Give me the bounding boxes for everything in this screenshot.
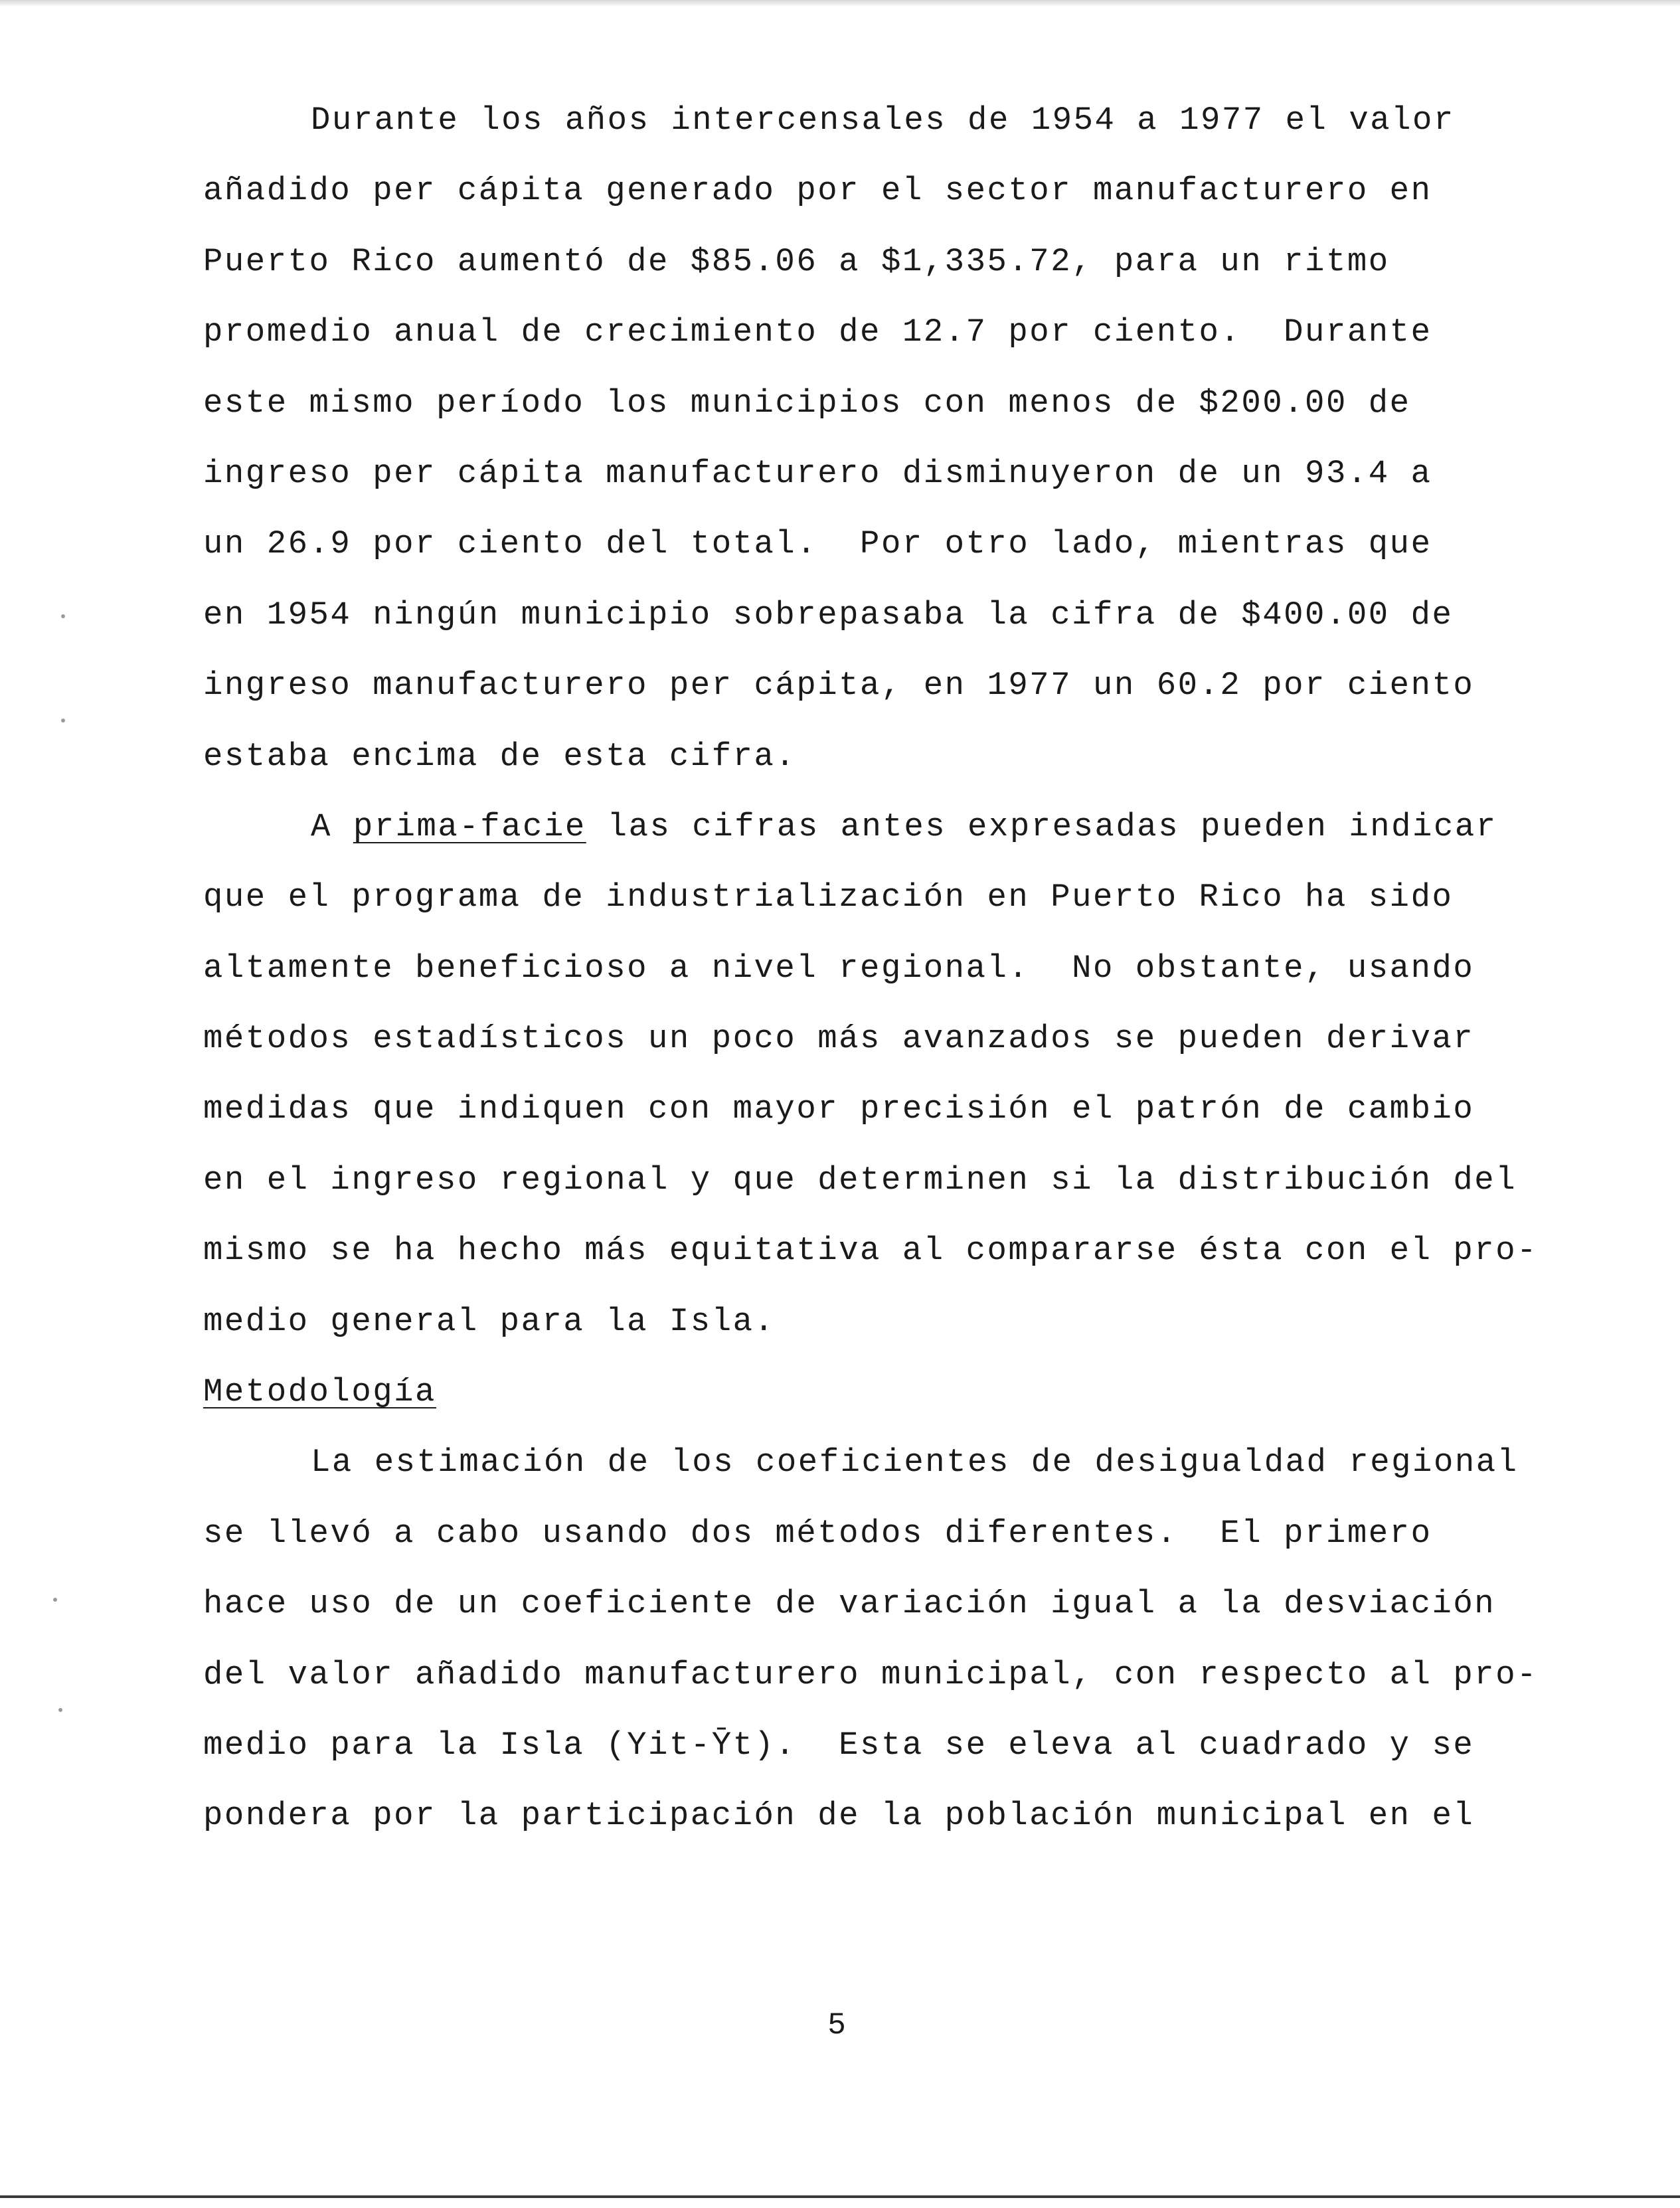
text-line: añadido per cápita generado por el sector manufacturero en <box>203 172 1432 210</box>
document-body <box>203 85 1558 1851</box>
page-number: 5 <box>827 2008 846 2043</box>
text-line: en el ingreso regional y que determinen si la distribución del <box>203 1161 1517 1199</box>
scan-mark <box>61 719 65 722</box>
text-line: métodos estadísticos un poco más avanzados se pueden derivar <box>203 1020 1475 1058</box>
text-line: medio para la Isla (Yit-Ȳt). Esta se eleva al cuadrado y se <box>203 1726 1475 1764</box>
text-line: La estimación de los coeficientes de desigualdad regional <box>311 1444 1519 1482</box>
text-line: promedio anual de crecimiento de 12.7 por ciento. Durante <box>203 313 1432 351</box>
text-line: A prima-facie las cifras antes expresadas pueden indicar <box>311 807 1497 845</box>
text-line: Durante los años intercensales de 1954 a 1977 el valor <box>311 102 1455 139</box>
text-line: altamente beneficioso a nivel regional. No obstante, usando <box>203 949 1475 987</box>
scan-bottom-edge <box>0 2195 1680 2198</box>
scan-mark <box>58 1708 62 1712</box>
text-line: un 26.9 por ciento del total. Por otro lado, mientras que <box>203 525 1432 563</box>
text-line: hace uso de un coeficiente de variación igual a la desviación <box>203 1585 1496 1623</box>
text-line: medio general para la Isla. <box>203 1302 776 1340</box>
scan-mark <box>61 614 65 618</box>
underlined-phrase: prima-facie <box>353 807 586 845</box>
text-line: mismo se ha hecho más equitativa al compararse ésta con el pro- <box>203 1232 1539 1270</box>
scan-top-edge <box>0 0 1680 7</box>
scan-mark <box>53 1598 57 1602</box>
underlined-phrase: Metodología <box>203 1373 436 1411</box>
text-line: pondera por la participación de la población municipal en el <box>203 1797 1475 1835</box>
text-line: ingreso per cápita manufacturero disminuyeron de un 93.4 a <box>203 454 1432 492</box>
text-line: Puerto Rico aumentó de $85.06 a $1,335.72, para un ritmo <box>203 242 1390 280</box>
text-line: medidas que indiquen con mayor precisión el patrón de cambio <box>203 1090 1475 1128</box>
text-line: que el programa de industrialización en Puerto Rico ha sido <box>203 879 1454 916</box>
text-line: ingreso manufacturero per cápita, en 1977 un 60.2 por ciento <box>203 667 1475 705</box>
text-line: estaba encima de esta cifra. <box>203 737 797 775</box>
text-line: este mismo período los municipios con menos de $200.00 de <box>203 384 1411 422</box>
text-line: del valor añadido manufacturero municipal, con respecto al pro- <box>203 1656 1539 1693</box>
text-line: en 1954 ningún municipio sobrepasaba la cifra de $400.00 de <box>203 596 1454 634</box>
text-line <box>203 1357 1558 1427</box>
text-line: se llevó a cabo usando dos métodos diferentes. El primero <box>203 1514 1432 1552</box>
